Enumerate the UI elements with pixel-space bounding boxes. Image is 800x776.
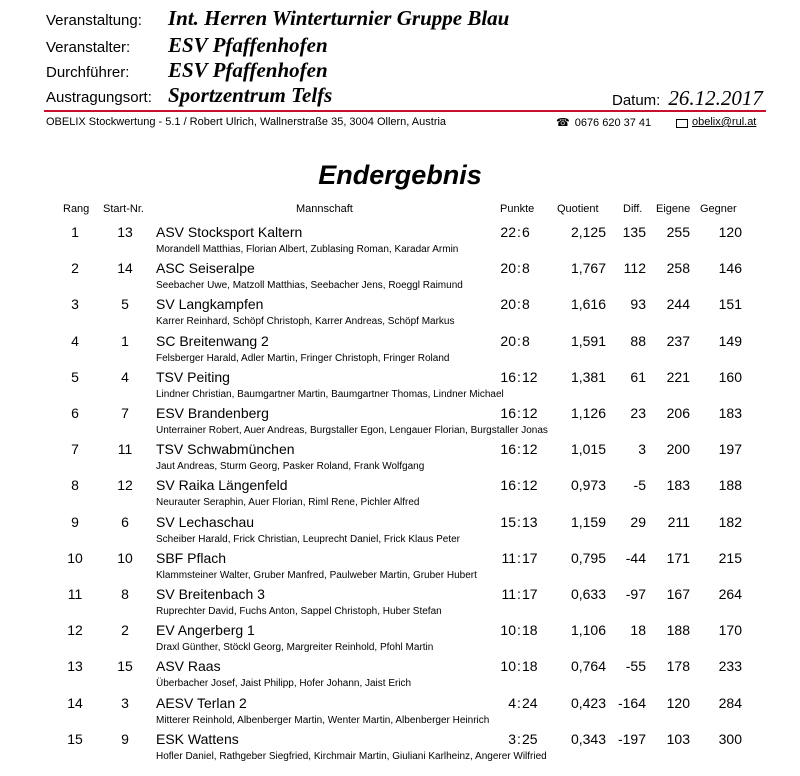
date-field [612,86,763,111]
start-number-cell: 1 [121,332,129,349]
own-points-cell: 167 [666,586,690,602]
quotient-cell: 1,126 [570,405,606,421]
points-lost-cell: 17 [522,586,538,602]
team-members: Überbacher Josef, Jaist Philipp, Hofer Johann, Jaist Erich [156,678,412,690]
date-value: 26.12.2017 [668,86,763,110]
table-row [0,296,800,332]
own-points-cell: 206 [666,405,690,421]
quotient-cell: 0,423 [570,694,606,711]
points-separator: : [517,260,521,277]
quotient-cell: 0,973 [570,477,606,494]
header-value: ESV Pfaffenhofen [168,58,328,82]
points-won-cell: 11 [501,586,516,602]
date-label: Datum: [612,92,661,109]
own-points-cell: 171 [666,549,690,566]
own-points-cell: 211 [667,513,690,530]
points-lost-cell: 8 [522,296,530,313]
team-members: Hofler Daniel, Rathgeber Siegfried, Kirchmair Martin, Giuliani Karlheinz, Angerer Wilfried [156,750,547,762]
quotient-cell: 1,159 [570,513,606,530]
team-name-cell: AESV Terlan 2 [156,694,247,711]
team-name-cell: ESV Brandenberg [156,405,269,421]
table-row [0,477,800,513]
table-row [0,586,800,622]
table-row [0,405,800,441]
opponent-points-cell: 188 [718,477,742,494]
points-separator: : [517,730,521,747]
points-lost-cell: 25 [522,730,538,747]
diff-cell: -97 [625,586,646,602]
team-members: Scheiber Harald, Frick Christian, Leuprecht Daniel, Frick Klaus Peter [156,533,461,545]
own-points-cell: 244 [666,296,690,313]
diff-cell: 23 [630,405,646,421]
quotient-cell: 1,381 [570,368,606,385]
table-row [0,658,800,694]
table-row [0,514,800,550]
rank-cell: 13 [67,658,83,675]
rank-cell: 4 [71,332,79,349]
points-lost-cell: 12 [522,368,538,385]
opponent-points-cell: 146 [718,260,742,277]
diff-cell: 18 [630,622,646,639]
points-won-cell: 20 [500,296,516,313]
quotient-cell: 0,795 [570,549,606,566]
team-members: Felsberger Harald, Adler Martin, Fringer Christoph, Fringer Roland [156,352,450,364]
points-won-cell: 11 [501,549,516,566]
start-number-cell: 12 [117,477,133,494]
team-name-cell: SV Raika Längenfeld [156,477,288,494]
points-lost-cell: 8 [522,332,530,349]
table-row [0,333,800,369]
rank-cell: 3 [71,296,79,313]
points-lost-cell: 8 [522,260,530,277]
diff-cell: -44 [625,549,646,566]
table-row [0,224,800,260]
start-number-cell: 4 [121,368,129,385]
points-won-cell: 3 [508,730,516,747]
team-name-cell: EV Angerberg 1 [156,622,255,639]
team-name-cell: SC Breitenwang 2 [156,332,269,349]
team-members: Lindner Christian, Baumgartner Martin, Baumgartner Thomas, Lindner Michael [156,388,504,400]
quotient-cell: 1,591 [570,332,606,349]
col-punkte: Punkte [500,203,535,215]
team-members: Ruprechter David, Fuchs Anton, Sappel Christoph, Huber Stefan [156,606,442,617]
team-name-cell: SV Langkampfen [156,296,264,313]
start-number-cell: 6 [121,513,129,530]
col-quotient: Quotient [557,203,599,215]
rank-cell: 9 [71,513,79,530]
mail-icon [676,119,688,128]
team-name-cell: ASC Seiseralpe [156,260,255,277]
rank-cell: 15 [67,730,83,747]
points-separator: : [517,296,521,313]
own-points-cell: 178 [666,658,690,675]
start-number-cell: 13 [117,224,133,240]
points-separator: : [517,477,521,494]
points-won-cell: 20 [500,332,516,349]
team-members: Klammsteiner Walter, Gruber Manfred, Paulweber Martin, Gruber Hubert [156,569,477,581]
own-points-cell: 200 [666,441,690,458]
points-separator: : [517,658,521,675]
points-lost-cell: 17 [522,549,538,566]
points-lost-cell: 12 [522,405,538,421]
start-number-cell: 7 [121,405,129,421]
col-eigene: Eigene [656,203,691,215]
contact-email [676,116,756,128]
rank-cell: 5 [71,368,79,385]
opponent-points-cell: 300 [718,730,742,747]
opponent-points-cell: 284 [718,694,742,711]
own-points-cell: 103 [666,730,690,747]
points-lost-cell: 18 [522,658,538,675]
quotient-cell: 1,767 [570,260,606,277]
team-name-cell: ASV Raas [156,658,221,675]
header-label: Durchführer: [46,64,130,81]
col-rang: Rang [63,203,90,215]
points-separator: : [517,368,521,385]
points-lost-cell: 12 [522,477,538,494]
start-number-cell: 14 [117,260,133,277]
team-name-cell: ASV Stocksport Kaltern [156,224,303,240]
start-number-cell: 2 [121,622,129,639]
table-row [0,369,800,405]
team-name-cell: TSV Schwabmünchen [156,441,295,458]
header-label: Austragungsort: [46,89,152,106]
diff-cell: 135 [622,224,646,240]
opponent-points-cell: 264 [718,586,742,602]
diff-cell: 88 [630,332,646,349]
points-won-cell: 15 [500,513,516,530]
table-row [0,260,800,296]
opponent-points-cell: 149 [718,332,742,349]
start-number-cell: 15 [117,658,133,675]
team-name-cell: TSV Peiting [156,368,230,385]
points-lost-cell: 6 [522,224,530,240]
opponent-points-cell: 197 [718,441,742,458]
header-field-organizer [46,33,328,57]
diff-cell: 3 [638,441,646,458]
points-won-cell: 16 [500,368,516,385]
points-won-cell: 16 [500,405,516,421]
table-row [0,695,800,731]
points-won-cell: 20 [500,260,516,277]
diff-cell: -164 [617,694,646,711]
quotient-cell: 0,764 [570,658,606,675]
diff-cell: -55 [625,658,646,675]
own-points-cell: 120 [666,694,690,711]
own-points-cell: 237 [666,332,690,349]
col-team: Mannschaft [296,203,353,215]
quotient-cell: 1,106 [570,622,606,639]
diff-cell: -5 [633,477,646,494]
phone-icon: ☎ [556,117,570,129]
points-separator: : [517,332,521,349]
team-name-cell: SV Lechaschau [156,513,255,530]
header-value: Int. Herren Winterturnier Gruppe Blau [168,6,510,30]
own-points-cell: 258 [666,260,690,277]
opponent-points-cell: 160 [718,368,742,385]
table-row [0,550,800,586]
quotient-cell: 0,633 [570,586,606,602]
start-number-cell: 11 [117,441,133,458]
diff-cell: -197 [617,730,646,747]
header-label: Veranstaltung: [46,12,142,29]
points-won-cell: 22 [500,224,516,240]
points-separator: : [517,694,521,711]
rank-cell: 8 [71,477,79,494]
opponent-points-cell: 233 [718,658,742,675]
points-separator: : [517,622,521,639]
diff-cell: 29 [630,513,646,530]
own-points-cell: 255 [666,224,690,240]
team-members: Morandell Matthias, Florian Albert, Zublasing Roman, Karadar Armin [156,244,459,255]
team-members: Neurauter Seraphin, Auer Florian, Riml Rene, Pichler Alfred [156,497,420,509]
opponent-points-cell: 182 [718,513,742,530]
points-lost-cell: 18 [522,622,538,639]
header-divider [44,110,766,112]
opponent-points-cell: 120 [718,224,742,240]
header-value: ESV Pfaffenhofen [168,33,328,57]
header-value: Sportzentrum Telfs [168,83,333,107]
team-members: Jaut Andreas, Sturm Georg, Pasker Roland, Frank Wolfgang [156,461,425,473]
rank-cell: 6 [71,405,79,421]
points-won-cell: 4 [508,694,516,711]
table-row [0,731,800,767]
diff-cell: 112 [623,260,646,277]
team-members: Draxl Günther, Stöckl Georg, Margreiter Reinhold, Pfohl Martin [156,642,434,654]
rank-cell: 10 [67,549,83,566]
rank-cell: 12 [67,622,83,639]
start-number-cell: 5 [121,296,129,313]
col-diff: Diff. [623,203,643,215]
points-separator: : [517,549,521,566]
team-members: Unterrainer Robert, Auer Andreas, Burgstaller Egon, Lengauer Florian, Burgstaller Jonas [156,425,548,436]
col-gegner: Gegner [700,203,737,215]
own-points-cell: 188 [666,622,690,639]
quotient-cell: 0,343 [570,730,606,747]
opponent-points-cell: 170 [718,622,742,639]
rank-cell: 7 [71,441,79,458]
header-field-executor [46,58,328,82]
team-name-cell: SV Breitenbach 3 [156,586,265,602]
points-lost-cell: 13 [522,513,538,530]
quotient-cell: 1,015 [570,441,606,458]
team-members: Karrer Reinhard, Schöpf Christoph, Karrer Andreas, Schöpf Markus [156,316,455,328]
points-separator: : [517,441,521,458]
team-members: Mitterer Reinhold, Albenberger Martin, Wenter Martin, Albenberger Heinrich [156,714,490,726]
rank-cell: 2 [71,260,79,277]
points-separator: : [517,224,521,240]
own-points-cell: 183 [666,477,690,494]
own-points-cell: 221 [666,368,690,385]
header-field-venue [46,83,332,107]
team-members: Seebacher Uwe, Matzoll Matthias, Seebacher Jens, Roeggl Raimund [156,280,463,292]
contact-phone [556,116,651,129]
phone-number: 0676 620 37 41 [574,116,652,129]
points-lost-cell: 24 [522,694,538,711]
opponent-points-cell: 151 [718,296,742,313]
table-row [0,441,800,477]
team-name-cell: ESK Wattens [156,730,239,747]
points-lost-cell: 12 [522,441,538,458]
points-won-cell: 16 [500,441,516,458]
col-start: Start-Nr. [103,203,144,215]
rank-cell: 11 [67,586,83,602]
points-separator: : [517,513,521,530]
points-separator: : [517,586,521,602]
software-credit: OBELIX Stockwertung - 5.1 / Robert Ulrich, Wallnerstraße 35, 3004 Ollern, Austria [46,116,447,128]
rank-cell: 1 [71,224,79,240]
diff-cell: 93 [630,296,646,313]
points-won-cell: 10 [500,658,516,675]
start-number-cell: 9 [121,730,129,747]
rank-cell: 14 [67,694,83,711]
points-won-cell: 10 [500,622,516,639]
diff-cell: 61 [630,368,646,385]
points-won-cell: 16 [500,477,516,494]
page-title: Endergebnis [318,160,482,190]
start-number-cell: 3 [121,694,129,711]
header-field-event [46,6,509,30]
email-address[interactable]: obelix@rul.at [692,116,757,128]
opponent-points-cell: 215 [718,549,742,566]
start-number-cell: 8 [121,586,129,602]
quotient-cell: 2,125 [570,224,606,240]
table-row [0,622,800,658]
opponent-points-cell: 183 [718,405,742,421]
start-number-cell: 10 [117,549,133,566]
team-name-cell: SBF Pflach [156,549,227,566]
header-label: Veranstalter: [46,39,131,56]
quotient-cell: 1,616 [570,296,606,313]
points-separator: : [517,405,521,421]
